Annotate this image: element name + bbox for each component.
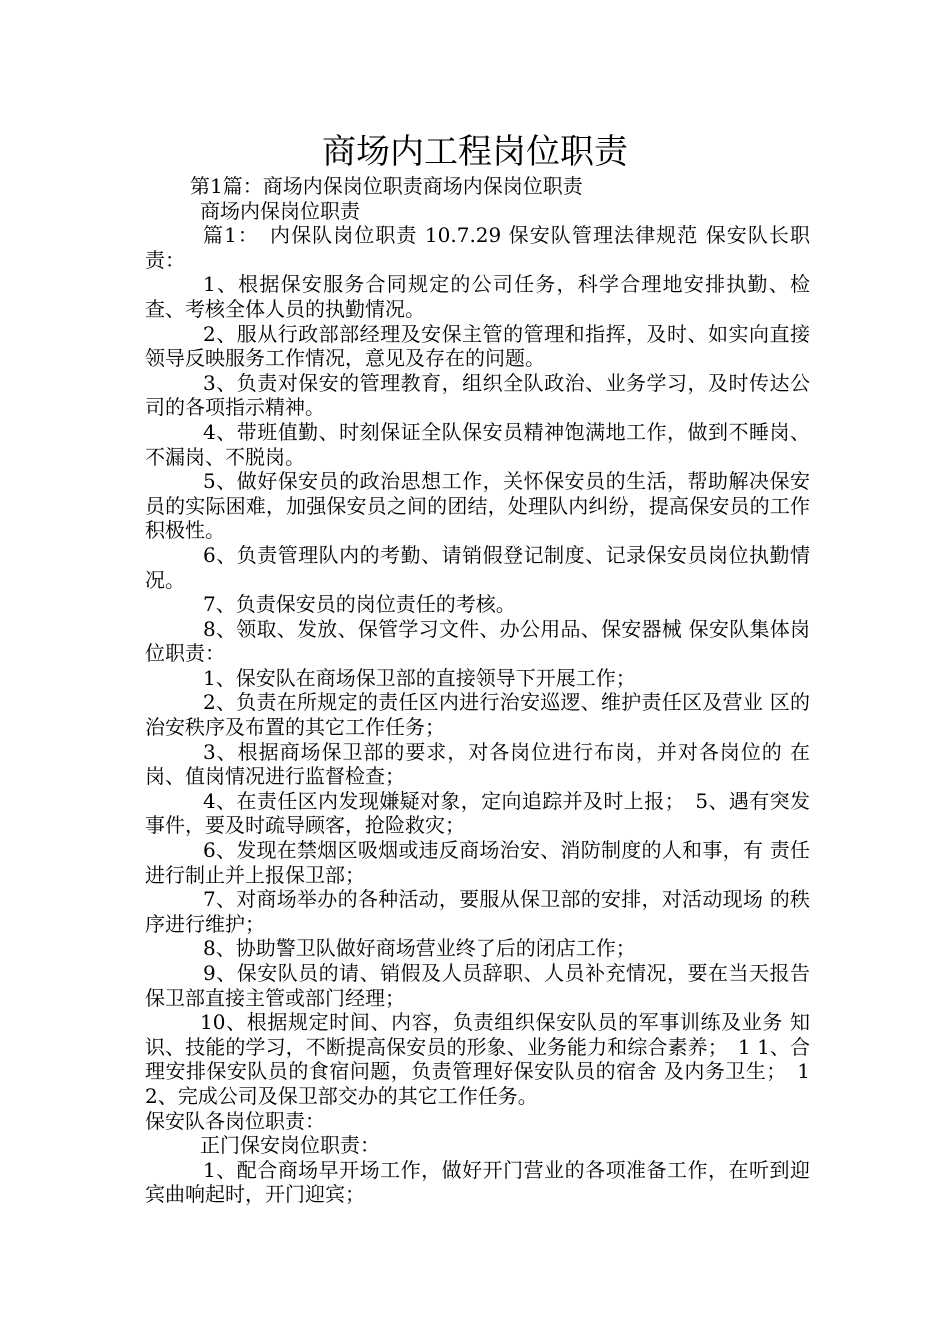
paragraph: 6、负责管理队内的考勤、请销假登记制度、记录保安员岗位执勤情况。 bbox=[145, 542, 810, 592]
paragraph: 8、领取、发放、保管学习文件、办公用品、保安器械 保安队集体岗位职责： bbox=[145, 616, 810, 666]
paragraph: 2、服从行政部部经理及安保主管的管理和指挥，及时、如实向直接领导反映服务工作情况，意见及存在的问题。 bbox=[145, 321, 810, 371]
paragraph: 1、配合商场早开场工作，做好开门营业的各项准备工作，在听到迎宾曲响起时，开门迎宾； bbox=[145, 1157, 810, 1207]
paragraph: 3、负责对保安的管理教育，组织全队政治、业务学习，及时传达公司的各项指示精神。 bbox=[145, 370, 810, 420]
paragraph: 6、发现在禁烟区吸烟或违反商场治安、消防制度的人和事，有 责任进行制止并上报保卫部； bbox=[145, 838, 810, 887]
document-title: 商场内工程岗位职责 bbox=[322, 132, 628, 172]
section-heading: 保安队各岗位职责： bbox=[145, 1108, 325, 1133]
section-heading: 正门保安岗位职责： bbox=[200, 1133, 380, 1158]
paragraph: 4、带班值勤、时刻保证全队保安员精神饱满地工作，做到不睡岗、不漏岗、不脱岗。 bbox=[145, 419, 810, 469]
paragraph: 5、做好保安员的政治思想工作，关怀保安员的生活，帮助解决保安员的实际困难，加强保安员之间的团结，处理队内纠纷，提高保安员的工作积极性。 bbox=[145, 469, 810, 543]
paragraph: 7、负责保安员的岗位责任的考核。 bbox=[203, 592, 516, 617]
paragraph: 7、对商场举办的各种活动，要服从保卫部的安排，对活动现场 的秩序进行维护； bbox=[145, 887, 810, 936]
paragraph: 3、根据商场保卫部的要求，对各岗位进行布岗，并对各岗位的 在岗、值岗情况进行监督检查； bbox=[145, 739, 810, 789]
paragraph: 商场内保岗位职责 bbox=[200, 198, 360, 223]
paragraph: 8、协助警卫队做好商场营业终了后的闭店工作； bbox=[203, 936, 636, 961]
paragraph: 第1篇：商场内保岗位职责商场内保岗位职责 bbox=[190, 174, 583, 198]
paragraph: 篇1： 内保队岗位职责 10.7.29 保安队管理法律规范 保安队长职责： bbox=[145, 223, 810, 272]
paragraph: 10、根据规定时间、内容，负责组织保安队员的军事训练及业务 知识、技能的学习，不断提高保安员的形象、业务能力和综合素养； 1 1、合理安排保安队员的食宿问题，负责管理好保安队员的宿舍 及内务卫生； 1 2、完成公司及保卫部交办的其它工作任务。 bbox=[145, 1010, 810, 1108]
paragraph: 4、在责任区内发现嫌疑对象，定向追踪并及时上报； 5、遇有突发事件，要及时疏导顾客，抢险救灾； bbox=[145, 788, 810, 838]
paragraph: 1、根据保安服务合同规定的公司任务，科学合理地安排执勤、检查、考核全体人员的执勤情况。 bbox=[145, 272, 810, 321]
paragraph: 2、负责在所规定的责任区内进行治安巡逻、维护责任区及营业 区的治安秩序及布置的其它工作任务； bbox=[145, 690, 810, 740]
paragraph: 9、保安队员的请、销假及人员辞职、人员补充情况，要在当天报告保卫部直接主管或部门经理； bbox=[145, 961, 810, 1010]
document-body bbox=[145, 174, 810, 1207]
paragraph: 1、保安队在商场保卫部的直接领导下开展工作； bbox=[203, 665, 636, 690]
